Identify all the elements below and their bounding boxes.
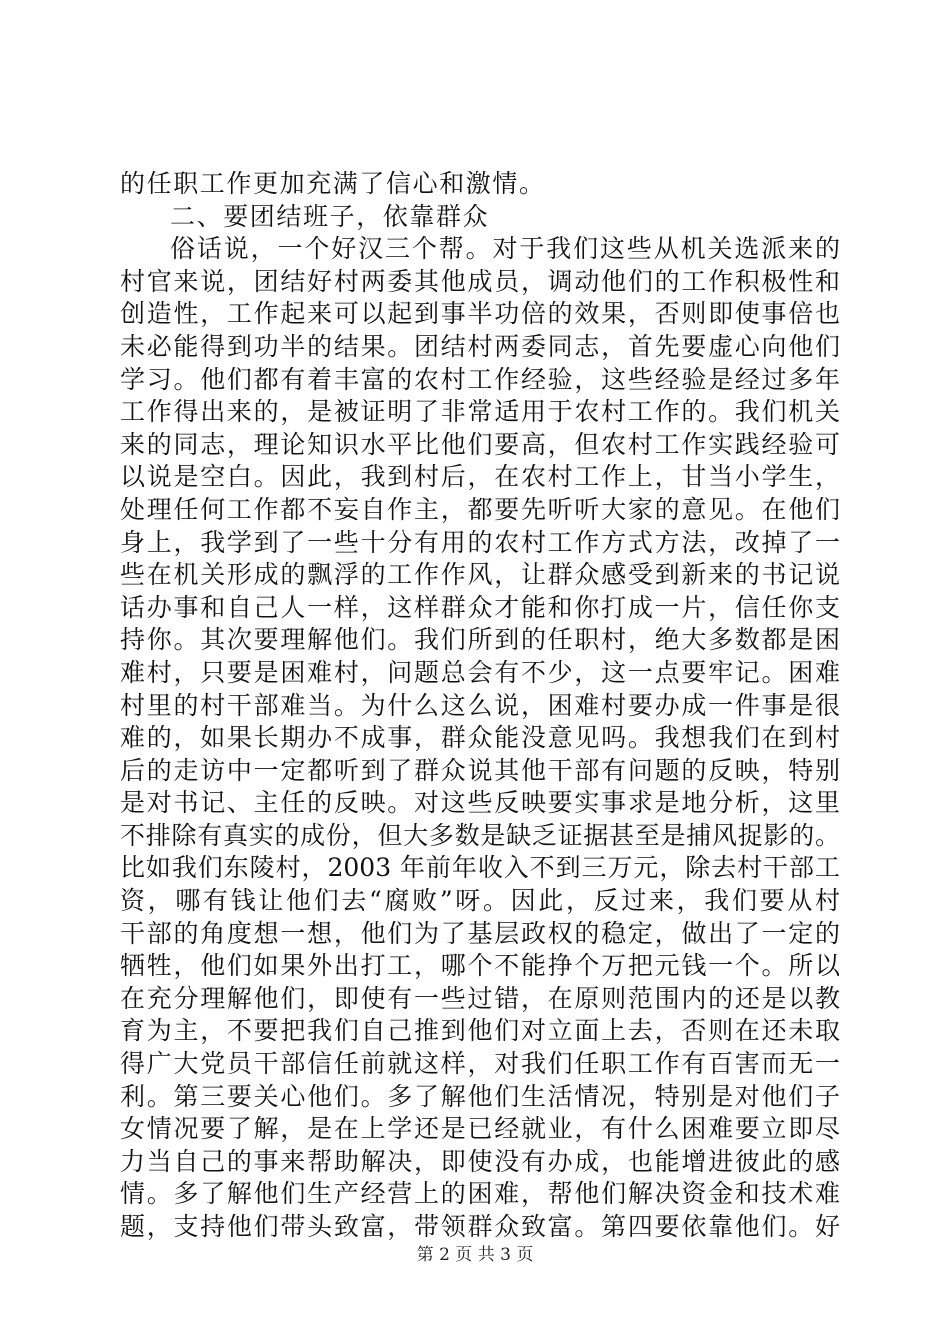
paragraph-line: 题，支持他们带头致富，带领群众致富。第四要依靠他们。好 bbox=[120, 1212, 840, 1241]
body-text bbox=[120, 168, 840, 1244]
paragraph-line: 难的，如果长期办不成事，群众能没意见吗。我想我们在到村 bbox=[120, 723, 840, 753]
paragraph-line: 在充分理解他们，即使有一些过错，在原则范围内的还是以教 bbox=[120, 983, 840, 1013]
paragraph-line: 创造性，工作起来可以起到事半功倍的效果，否则即使事倍也 bbox=[120, 299, 840, 329]
paragraph-line: 情。多了解他们生产经营上的困难，帮他们解决资金和技术难 bbox=[120, 1179, 840, 1209]
paragraph-line: 话办事和自己人一样，这样群众才能和你打成一片，信任你支 bbox=[120, 592, 840, 622]
paragraph-line: 工作得出来的，是被证明了非常适用于农村工作的。我们机关 bbox=[120, 397, 840, 427]
paragraph-line: 些在机关形成的飘浮的工作作风，让群众感受到新来的书记说 bbox=[120, 560, 840, 590]
paragraph-line: 来的同志，理论知识水平比他们要高，但农村工作实践经验可 bbox=[120, 429, 840, 459]
paragraph-line: 以说是空白。因此，我到村后，在农村工作上，甘当小学生， bbox=[120, 462, 840, 492]
page-number-footer: 第 2 页 共 3 页 bbox=[416, 1245, 534, 1265]
paragraph-line: 持你。其次要理解他们。我们所到的任职村，绝大多数都是困 bbox=[120, 625, 840, 655]
paragraph-line: 俗话说，一个好汉三个帮。对于我们这些从机关选派来的 bbox=[170, 234, 840, 264]
paragraph-line: 村官来说，团结好村两委其他成员，调动他们的工作积极性和 bbox=[120, 266, 840, 296]
paragraph-line: 未必能得到功半的结果。团结村两委同志，首先要虚心向他们 bbox=[120, 331, 840, 361]
paragraph-line: 力当自己的事来帮助解决，即使没有办成，也能增进彼此的感 bbox=[120, 1146, 840, 1176]
paragraph-line: 不排除有真实的成份，但大多数是缺乏证据甚至是捕风捉影的。 bbox=[120, 820, 840, 850]
paragraph-line: 干部的角度想一想，他们为了基层政权的稳定，做出了一定的 bbox=[120, 918, 840, 948]
paragraph-line: 女情况要了解，是在上学还是已经就业，有什么困难要立即尽 bbox=[120, 1114, 840, 1144]
paragraph-line: 学习。他们都有着丰富的农村工作经验，这些经验是经过多年 bbox=[120, 364, 840, 394]
paragraph-line: 是对书记、主任的反映。对这些反映要实事求是地分析，这里 bbox=[120, 788, 840, 818]
paragraph-line: 育为主，不要把我们自己推到他们对立面上去，否则在还未取 bbox=[120, 1016, 840, 1046]
paragraph-line: 身上，我学到了一些十分有用的农村工作方式方法，改掉了一 bbox=[120, 527, 840, 557]
section-heading: 二、要团结班子，依靠群众 bbox=[170, 201, 490, 231]
paragraph-line: 处理任何工作都不妄自作主，都要先听听大家的意见。在他们 bbox=[120, 494, 840, 524]
paragraph-line-continuation: 的任职工作更加充满了信心和激情。 bbox=[120, 169, 546, 198]
paragraph-line: 牺牲，他们如果外出打工，哪个不能挣个万把元钱一个。所以 bbox=[120, 951, 840, 981]
paragraph-line: 比如我们东陵村，2003 年前年收入不到三万元，除去村干部工 bbox=[120, 853, 840, 883]
paragraph-line: 资，哪有钱让他们去“腐败”呀。因此，反过来，我们要从村 bbox=[120, 886, 840, 916]
paragraph-line: 村里的村干部难当。为什么这么说，困难村要办成一件事是很 bbox=[120, 690, 840, 720]
paragraph-line: 难村，只要是困难村，问题总会有不少，这一点要牢记。困难 bbox=[120, 657, 840, 687]
paragraph-line: 得广大党员干部信任前就这样，对我们任职工作有百害而无一 bbox=[120, 1049, 840, 1079]
paragraph-line: 后的走访中一定都听到了群众说其他干部有问题的反映，特别 bbox=[120, 755, 840, 785]
paragraph-line: 利。第三要关心他们。多了解他们生活情况，特别是对他们子 bbox=[120, 1081, 840, 1111]
